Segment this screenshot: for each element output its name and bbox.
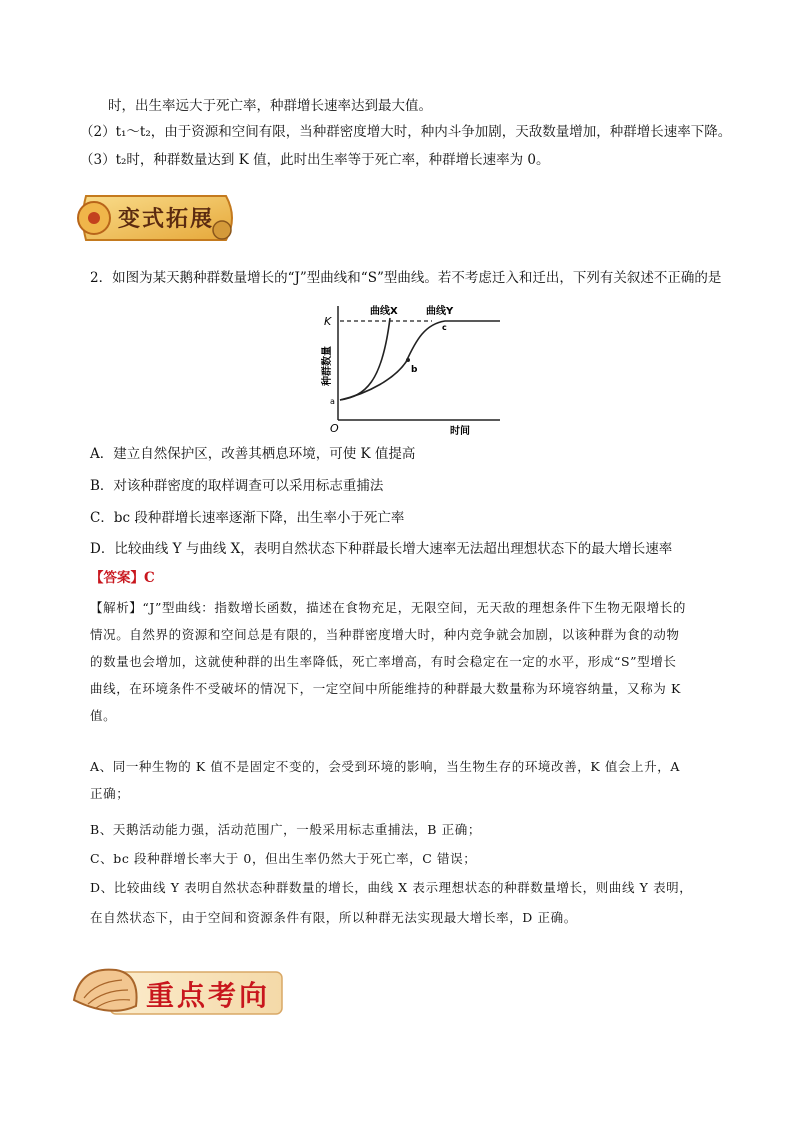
analysis-line-6: A、同一种生物的 K 值不是固定不变的，会受到环境的影响，当生物生存的环境改善，K 值会上升，A <box>90 759 680 774</box>
continuation-line-2: （2）t₁～t₂，由于资源和空间有限，当种群密度增大时，种内斗争加剧，天敌数量增加，种群增长速率下降。 <box>80 124 732 140</box>
analysis-line-5: 值。 <box>90 708 117 723</box>
origin-label: O <box>330 422 339 435</box>
option-a: A．建立自然保护区，改善其栖息环境，可使 K 值提高 <box>90 446 416 462</box>
banner-title: 变式拓展 <box>118 206 215 232</box>
option-b: B．对该种群密度的取样调查可以采用标志重捕法 <box>90 478 384 494</box>
analysis-line-4: 曲线，在环境条件不受破坏的情况下，一定空间中所能维持的种群最大数量称为环境容纳量，又称为 K <box>90 681 681 696</box>
answer-line <box>90 568 155 588</box>
variant-extension-banner <box>76 186 242 250</box>
analysis-line-8: B、天鹅活动能力强，活动范围广，一般采用标志重捕法，B 正确； <box>90 822 481 837</box>
point-a-label: a <box>330 397 335 406</box>
analysis-line-1: 【解析】“J”型曲线：指数增长函数，描述在食物充足，无限空间，无天敌的理想条件下生物无限增长的 <box>90 600 686 615</box>
continuation-line-1: 时，出生率远大于死亡率，种群增长速率达到最大值。 <box>108 98 432 114</box>
curve-y <box>340 321 500 400</box>
curve-x <box>340 318 390 400</box>
answer-value: C <box>144 570 155 586</box>
point-b-dot <box>406 358 410 362</box>
answer-tag: 【答案】 <box>90 570 144 586</box>
analysis-line-11: 在自然状态下，由于空间和资源条件有限，所以种群无法实现最大增长率，D 正确。 <box>90 910 577 925</box>
banner-title: 重点考向 <box>146 979 271 1012</box>
analysis-line-2: 情况。自然界的资源和空间总是有限的，当种群密度增大时，种内竞争就会加剧，以该种群为食的动物 <box>90 627 680 642</box>
y-axis-label: 种群数量 <box>322 346 333 386</box>
curve-x-label: 曲线X <box>370 306 398 317</box>
analysis-line-10: D、比较曲线 Y 表明自然状态种群数量的增长，曲线 X 表示理想状态的种群数量增长，则曲线 Y 表明， <box>90 880 693 895</box>
question-stem: 2．如图为某天鹅种群数量增长的“J”型曲线和“S”型曲线。若不考虑迁入和迁出，下列有关叙述不正确的是 <box>90 270 722 286</box>
continuation-line-3: （3）t₂时，种群数量达到 K 值，此时出生率等于死亡率，种群增长速率为 0。 <box>80 152 550 168</box>
option-c: C．bc 段种群增长速率逐渐下降，出生率小于死亡率 <box>90 510 405 526</box>
analysis-line-9: C、bc 段种群增长率大于 0，但出生率仍然大于死亡率，C 错误； <box>90 851 477 866</box>
curve-y-label: 曲线Y <box>426 306 454 317</box>
analysis-line-7: 正确； <box>90 786 130 801</box>
analysis-line-3: 的数量也会增加，这就使种群的出生率降低，死亡率增高，有时会稳定在一定的水平，形成“S”型增长 <box>90 654 677 669</box>
x-axis-label: 时间 <box>450 426 470 437</box>
point-b-label: b <box>411 365 418 375</box>
point-c-label: c <box>442 323 447 332</box>
k-label: K <box>324 315 332 328</box>
population-growth-figure <box>310 298 506 438</box>
key-direction-banner <box>70 960 290 1022</box>
option-d: D．比较曲线 Y 与曲线 X，表明自然状态下种群最长增大速率无法超出理想状态下的最大增长速率 <box>90 541 673 557</box>
